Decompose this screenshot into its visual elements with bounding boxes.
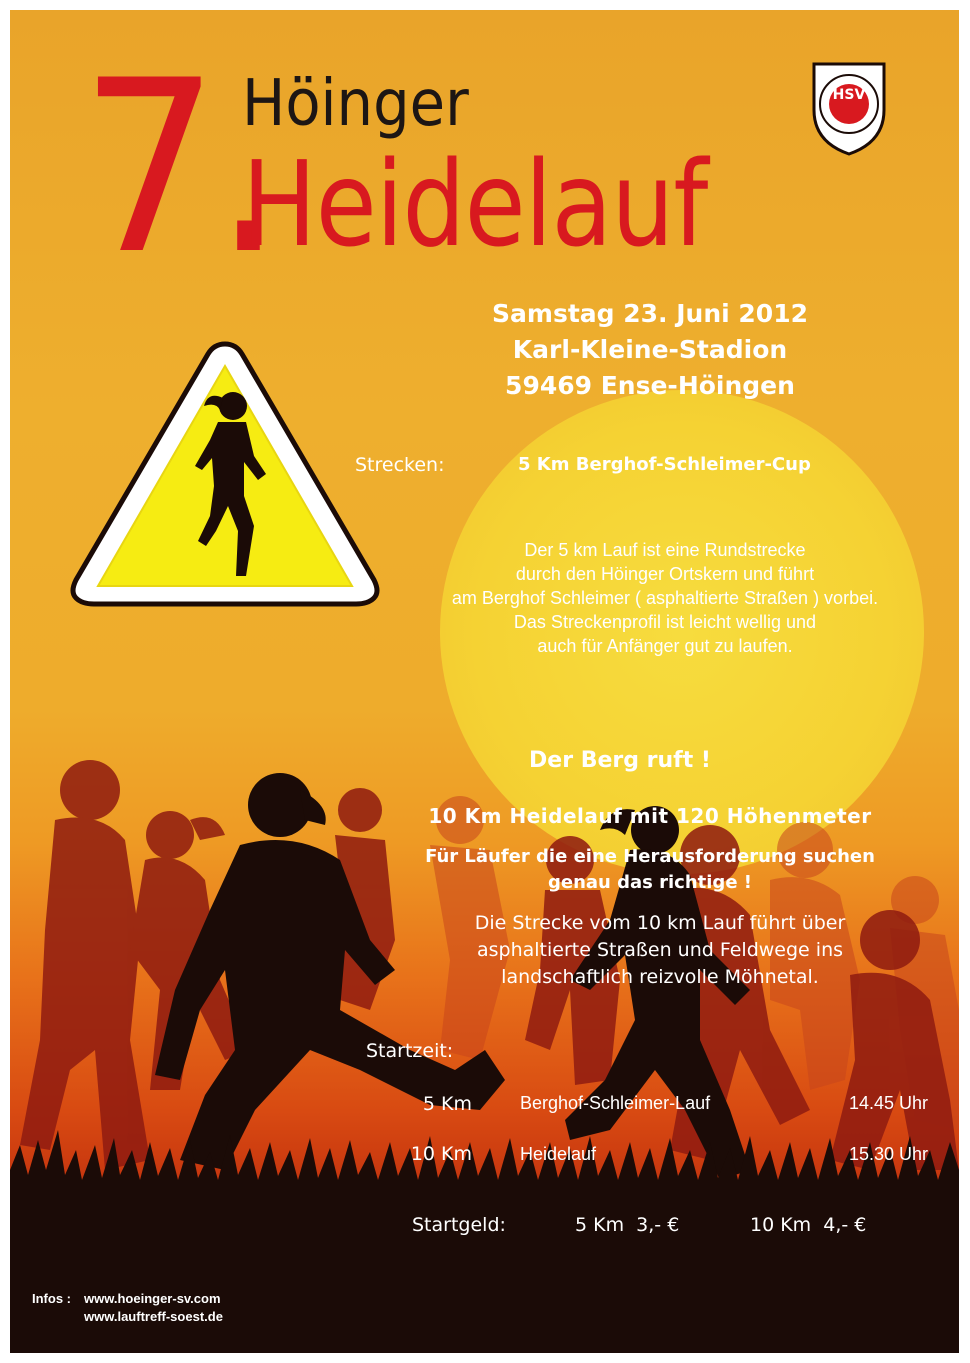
route5-name: 5 Km Berghof-Schleimer-Cup: [518, 454, 811, 475]
route10-challenge-line: Für Läufer die eine Herausforderung suchen: [425, 846, 875, 867]
infos-link[interactable]: www.lauftreff-soest.de: [84, 1309, 223, 1324]
infos-label: Infos :: [32, 1291, 71, 1306]
schedule-distance: 5 Km: [422, 1093, 472, 1115]
route10-desc-line: Die Strecke vom 10 km Lauf führt über: [474, 912, 846, 934]
schedule-time: 14.45 Uhr: [848, 1093, 928, 1113]
schedule-distance: 10 Km: [410, 1143, 472, 1165]
event-place: 59469 Ense-Höingen: [505, 371, 795, 400]
warning-sign-runner-icon: [68, 336, 382, 608]
fee-label: Startgeld:: [412, 1214, 506, 1236]
route10-desc-line: asphaltierte Straßen und Feldwege ins: [476, 939, 844, 961]
route5-desc-line: Der 5 km Lauf ist eine Rundstrecke: [524, 540, 806, 560]
route10-challenge-line: genau das richtige !: [547, 872, 753, 893]
logo-letters: HSV: [832, 87, 866, 103]
route5-desc-line: auch für Anfänger gut zu laufen.: [537, 636, 793, 656]
schedule-race: Heidelauf: [520, 1144, 597, 1164]
route5-desc-line: am Berghof Schleimer ( asphaltierte Straßen ) vorbei.: [451, 588, 879, 608]
fee-10km: 10 Km 4,- €: [750, 1214, 867, 1236]
hsv-club-logo: [808, 58, 890, 158]
poster: [10, 10, 959, 1353]
infos-link[interactable]: www.hoeinger-sv.com: [84, 1291, 221, 1306]
fee-5km: 5 Km 3,- €: [575, 1214, 680, 1236]
route5-desc-line: durch den Höinger Ortskern und führt: [515, 564, 815, 584]
event-date: Samstag 23. Juni 2012: [492, 299, 808, 328]
event-venue: Karl-Kleine-Stadion: [512, 335, 788, 364]
runners-silhouette: [10, 750, 959, 1353]
schedule-race: Berghof-Schleimer-Lauf: [520, 1093, 711, 1113]
title-heidelauf: Heidelauf: [242, 135, 708, 273]
route10-desc-line: landschaftlich reizvolle Möhnetal.: [501, 966, 819, 988]
schedule-time: 15.30 Uhr: [848, 1144, 928, 1164]
route5-desc-line: Das Streckenprofil ist leicht wellig und: [513, 612, 817, 632]
route10-name: 10 Km Heidelauf mit 120 Höhenmeter: [428, 804, 872, 828]
edition-number: 7.: [80, 30, 278, 307]
route-label: Strecken:: [355, 454, 445, 476]
mountain-headline: Der Berg ruft !: [529, 748, 711, 773]
start-time-label: Startzeit:: [366, 1040, 454, 1062]
title-hoeinger: Höinger: [242, 67, 469, 141]
